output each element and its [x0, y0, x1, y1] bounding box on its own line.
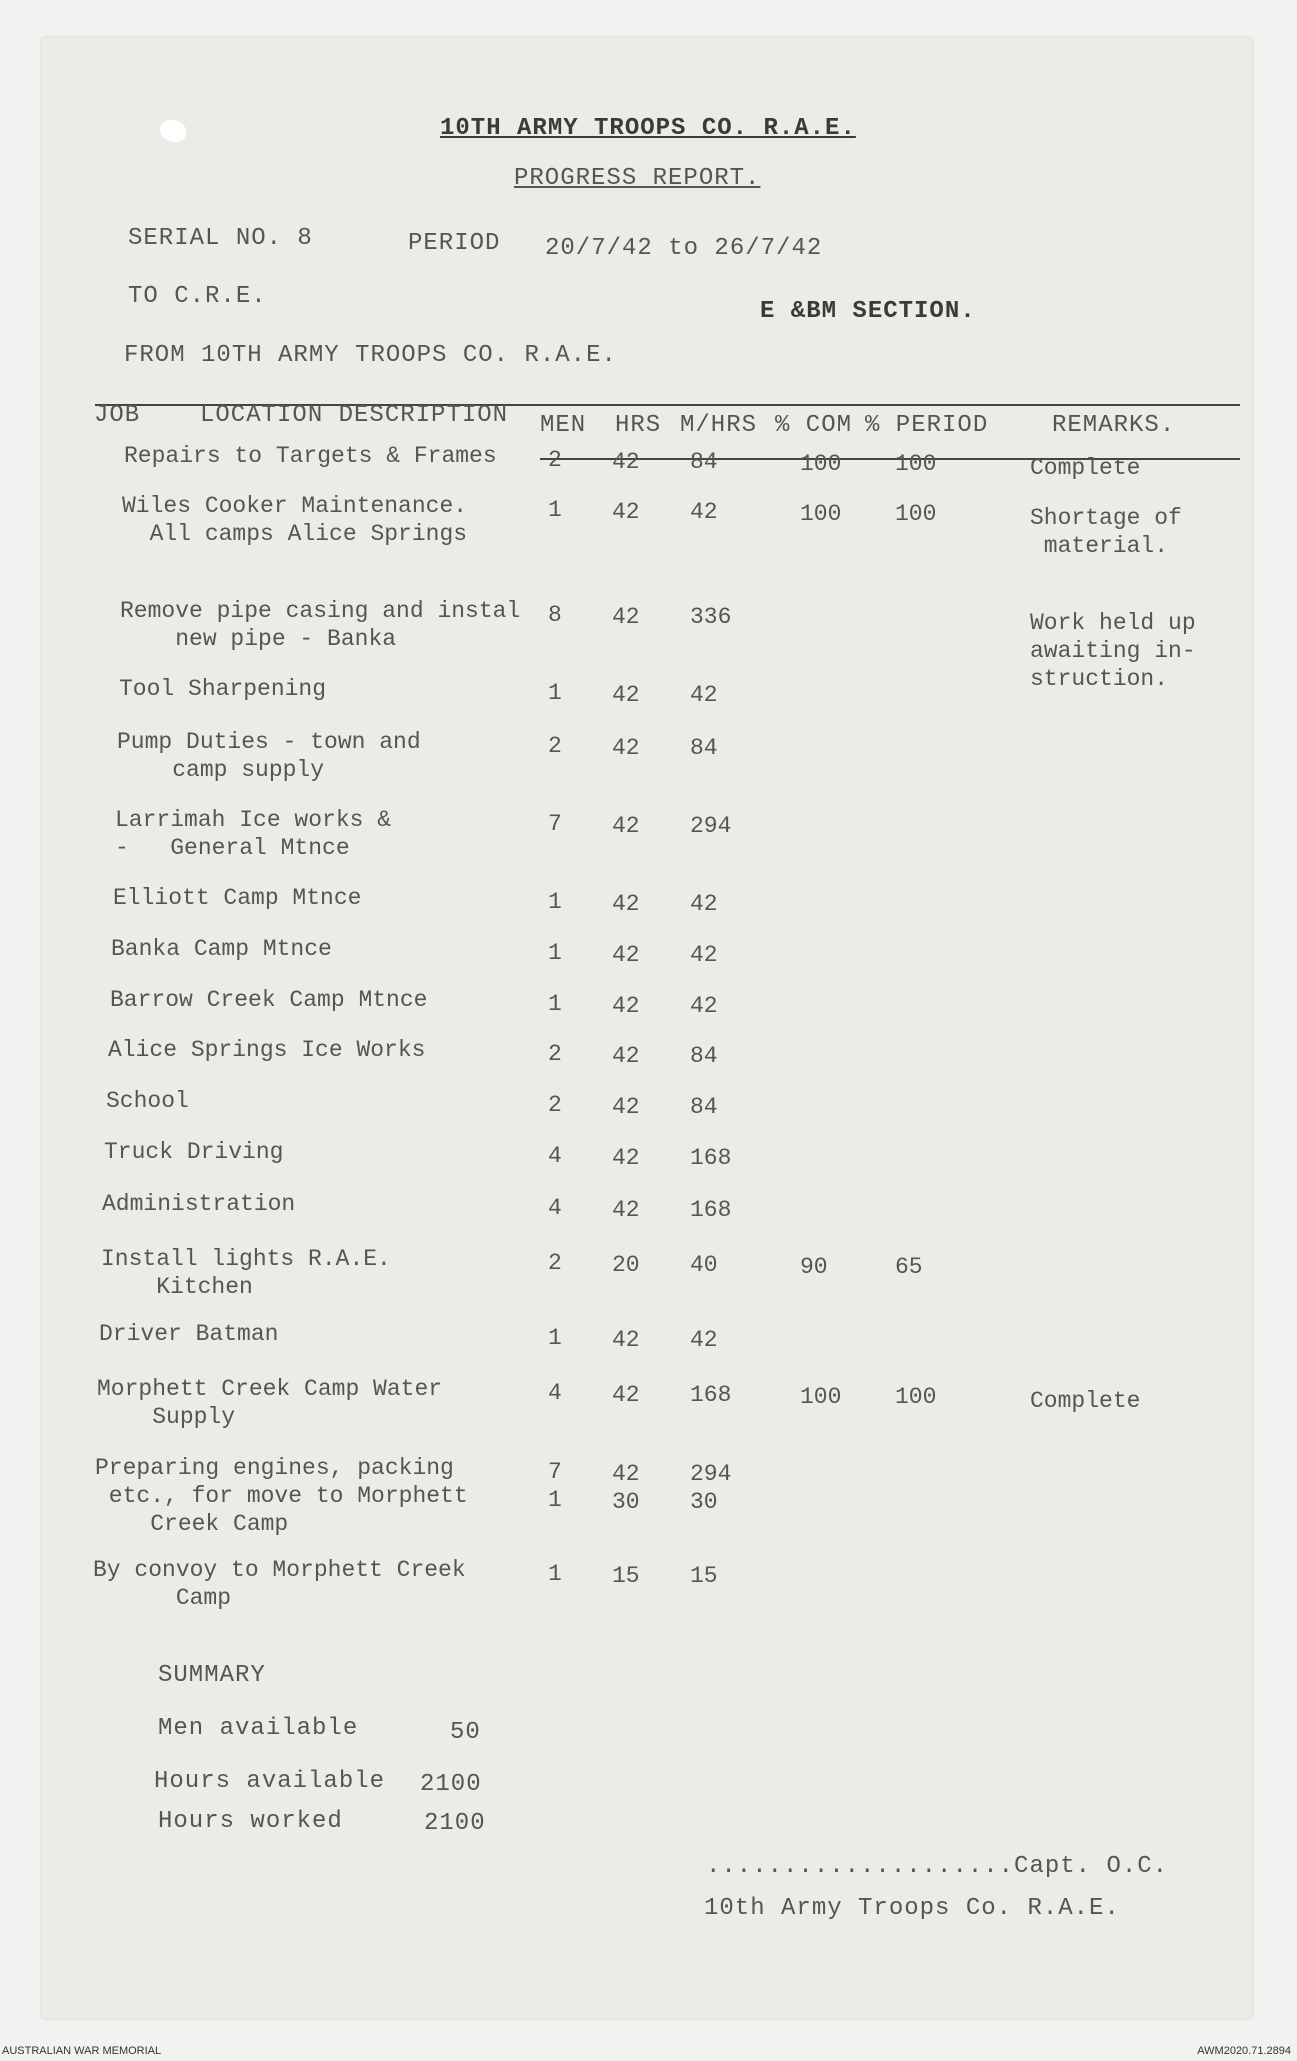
- percent-complete: 90: [800, 1254, 828, 1280]
- hours-value: 42: [612, 682, 640, 708]
- signature-unit: 10th Army Troops Co. R.A.E.: [704, 1895, 1120, 1922]
- job-description: Preparing engines, packing etc., for move to Morphett Creek Camp: [95, 1455, 468, 1537]
- men-count: 7: [548, 811, 562, 837]
- men-count: 2: [548, 1250, 562, 1276]
- remarks: Work held up awaiting in- struction.: [1030, 610, 1196, 692]
- hours-value: 42: [612, 1145, 640, 1171]
- column-header: % PERIOD: [865, 412, 989, 439]
- man-hours-value: 42: [690, 1327, 718, 1353]
- job-description: Barrow Creek Camp Mtnce: [110, 987, 428, 1013]
- hours-value: 42: [612, 891, 640, 917]
- men-count: 2: [548, 733, 562, 759]
- man-hours-value: 168: [690, 1145, 732, 1171]
- column-header: JOB: [94, 402, 141, 429]
- hours-value: 20: [612, 1252, 640, 1278]
- job-description: Pump Duties - town and camp supply: [117, 729, 421, 783]
- men-count: 7 1: [548, 1459, 562, 1513]
- hours-value: 42: [612, 735, 640, 761]
- summary-title: SUMMARY: [158, 1662, 266, 1689]
- job-description: School: [106, 1088, 189, 1114]
- hours-available-label: Hours available: [154, 1768, 386, 1795]
- remarks: Complete: [1030, 1388, 1141, 1414]
- men-count: 2: [548, 1092, 562, 1118]
- job-description: Remove pipe casing and instal new pipe - Banka: [120, 598, 521, 652]
- job-description: Alice Springs Ice Works: [108, 1037, 426, 1063]
- hours-value: 42 30: [612, 1461, 640, 1515]
- hours-value: 42: [612, 1327, 640, 1353]
- man-hours-value: 336: [690, 604, 732, 630]
- job-description: Larrimah Ice works & - General Mtnce: [115, 807, 392, 861]
- job-description: Morphett Creek Camp Water Supply: [97, 1376, 443, 1430]
- job-description: Administration: [102, 1191, 296, 1217]
- job-description: Truck Driving: [104, 1139, 284, 1165]
- men-count: 1: [548, 680, 562, 706]
- man-hours-value: 42: [690, 942, 718, 968]
- men-count: 4: [548, 1380, 562, 1406]
- serial-number: SERIAL NO. 8: [128, 225, 313, 252]
- man-hours-value: 42: [690, 682, 718, 708]
- hours-value: 42: [612, 604, 640, 630]
- man-hours-value: 294: [690, 813, 732, 839]
- man-hours-value: 15: [690, 1563, 718, 1589]
- job-description: By convoy to Morphett Creek Camp: [93, 1557, 466, 1611]
- men-count: 2: [548, 447, 562, 473]
- percent-complete: 100: [800, 501, 842, 527]
- hours-value: 15: [612, 1563, 640, 1589]
- column-header: REMARKS.: [1052, 412, 1176, 439]
- to-line: TO C.R.E.: [128, 283, 267, 310]
- job-description: Tool Sharpening: [119, 676, 327, 702]
- hours-value: 42: [612, 449, 640, 475]
- signature-line: ....................Capt. O.C.: [706, 1853, 1169, 1880]
- column-header: HRS: [615, 412, 662, 439]
- hours-available-value: 2100: [420, 1771, 482, 1798]
- job-description: Driver Batman: [99, 1321, 279, 1347]
- remarks: Shortage of material.: [1030, 505, 1182, 559]
- footer-archive: AUSTRALIAN WAR MEMORIAL: [2, 2045, 162, 2057]
- percent-period: 100: [895, 451, 937, 477]
- man-hours-value: 168: [690, 1197, 732, 1223]
- job-description: Elliott Camp Mtnce: [113, 885, 362, 911]
- men-available-value: 50: [450, 1719, 481, 1746]
- man-hours-value: 42: [690, 499, 718, 525]
- column-header: LOCATION DESCRIPTION: [200, 402, 509, 429]
- period-label: PERIOD: [408, 230, 501, 257]
- man-hours-value: 84: [690, 449, 718, 475]
- man-hours-value: 40: [690, 1252, 718, 1278]
- section-name: E &BM SECTION.: [760, 298, 976, 325]
- man-hours-value: 84: [690, 1094, 718, 1120]
- column-header: % COM: [775, 412, 853, 439]
- remarks: Complete: [1030, 455, 1141, 481]
- footer-reference: AWM2020.71.2894: [1197, 2045, 1291, 2057]
- man-hours-value: 42: [690, 993, 718, 1019]
- hours-value: 42: [612, 1043, 640, 1069]
- men-count: 8: [548, 602, 562, 628]
- hours-value: 42: [612, 813, 640, 839]
- man-hours-value: 84: [690, 735, 718, 761]
- hours-value: 42: [612, 499, 640, 525]
- percent-complete: 100: [800, 451, 842, 477]
- percent-period: 65: [895, 1254, 923, 1280]
- men-count: 1: [548, 940, 562, 966]
- man-hours-value: 168: [690, 1382, 732, 1408]
- hours-worked-value: 2100: [424, 1810, 486, 1837]
- men-count: 1: [548, 991, 562, 1017]
- man-hours-value: 42: [690, 891, 718, 917]
- period-dates: 20/7/42 to 26/7/42: [545, 235, 823, 262]
- report-title: PROGRESS REPORT.: [514, 165, 761, 192]
- men-available-label: Men available: [158, 1715, 359, 1742]
- hours-worked-label: Hours worked: [158, 1808, 343, 1835]
- man-hours-value: 294 30: [690, 1461, 732, 1515]
- hours-value: 42: [612, 993, 640, 1019]
- men-count: 1: [548, 1561, 562, 1587]
- percent-period: 100: [895, 501, 937, 527]
- man-hours-value: 84: [690, 1043, 718, 1069]
- men-count: 4: [548, 1143, 562, 1169]
- job-description: Install lights R.A.E. Kitchen: [101, 1246, 391, 1300]
- percent-period: 100: [895, 1384, 937, 1410]
- job-description: Banka Camp Mtnce: [111, 936, 332, 962]
- men-count: 1: [548, 497, 562, 523]
- punch-hole: [160, 120, 186, 142]
- men-count: 4: [548, 1195, 562, 1221]
- men-count: 2: [548, 1041, 562, 1067]
- column-header: M/HRS: [680, 412, 758, 439]
- job-description: Repairs to Targets & Frames: [124, 443, 497, 469]
- hours-value: 42: [612, 1094, 640, 1120]
- hours-value: 42: [612, 942, 640, 968]
- hours-value: 42: [612, 1197, 640, 1223]
- unit-title: 10TH ARMY TROOPS CO. R.A.E.: [440, 115, 856, 142]
- percent-complete: 100: [800, 1384, 842, 1410]
- column-header: MEN: [540, 412, 587, 439]
- hours-value: 42: [612, 1382, 640, 1408]
- from-line: FROM 10TH ARMY TROOPS CO. R.A.E.: [124, 342, 617, 369]
- men-count: 1: [548, 889, 562, 915]
- men-count: 1: [548, 1325, 562, 1351]
- job-description: Wiles Cooker Maintenance. All camps Alice Springs: [122, 493, 468, 547]
